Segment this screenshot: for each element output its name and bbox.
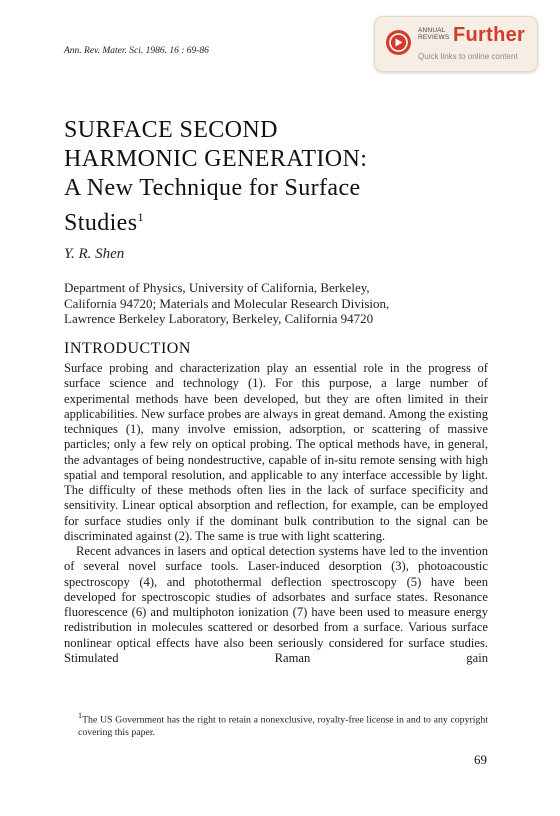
section-heading-introduction: INTRODUCTION [64,340,191,357]
article-title: SURFACE SECOND HARMONIC GENERATION: A New Technique for Surface Studies$^1$ [64,117,368,236]
footnote: $^1$The US Government has the right to retain a nonexclusive, royalty-free license in and to any copyright covering this paper. [78,711,488,739]
footnote-mark: 1 [78,711,83,720]
author-affiliation: Department of Physics, University of California, Berkeley, California 94720; Materials and Molecular Research Division, Lawrence Berkeley Laboratory, Berkeley, California 94720 [64,280,390,326]
paragraph: Surface probing and characterization play an essential role in the progress of surface science and technology (1). For this purpose, a large number of experimental methods have been developed, but they are often limited in their applicabilities. New surface probes are always in great demand. Among the existing techniques (1), many involve emission, adsorption, or scattering of massive particles; only a few rely on optical probing. The optical methods have, in general, the advantages of being nondestructive, capable of in-situ remote sensing with high spatial and temporal resolution, and applicable to any interface accessible by light. The difficulty of these methods often lies in the lack of surface specificity and sensitivity. Linear optical absorption and reflection, for example, can be employed for surface studies only if the dominant bulk contribution to the signal can be discriminated against (2). The same is true with light scattering. [64,361,488,543]
annual-reviews-wordmark: ANNUAL REVIEWS [418,27,450,41]
author-name: Y. R. Shen [64,246,125,262]
further-subtitle: Quick links to online content [418,52,518,61]
body-text [64,361,488,666]
journal-reference: Ann. Rev. Mater. Sci. 1986. 16 : 69-86 [64,46,209,56]
further-label: Further [453,24,526,46]
annual-reviews-logo-icon [386,30,411,55]
paragraph: Recent advances in lasers and optical detection systems have led to the invention of several novel surface tools. Laser-induced desorption (3), photoacoustic spectroscopy (4), and photothermal deflection spectroscopy (5) have been developed for spectroscopic studies of adsorbates and surface states. Resonance fluorescence (6) and multiphoton ionization (7) have been used to measure energy redistribution in molecules scattered or desorbed from a surface. Various surface nonlinear optical effects have also been seriously considered for surface studies. Stimulated Raman gain [64,544,488,665]
page-number: 69 [474,752,487,767]
annual-reviews-further-banner[interactable] [374,16,538,72]
title-footnote-mark[interactable]: 1 [137,210,144,224]
